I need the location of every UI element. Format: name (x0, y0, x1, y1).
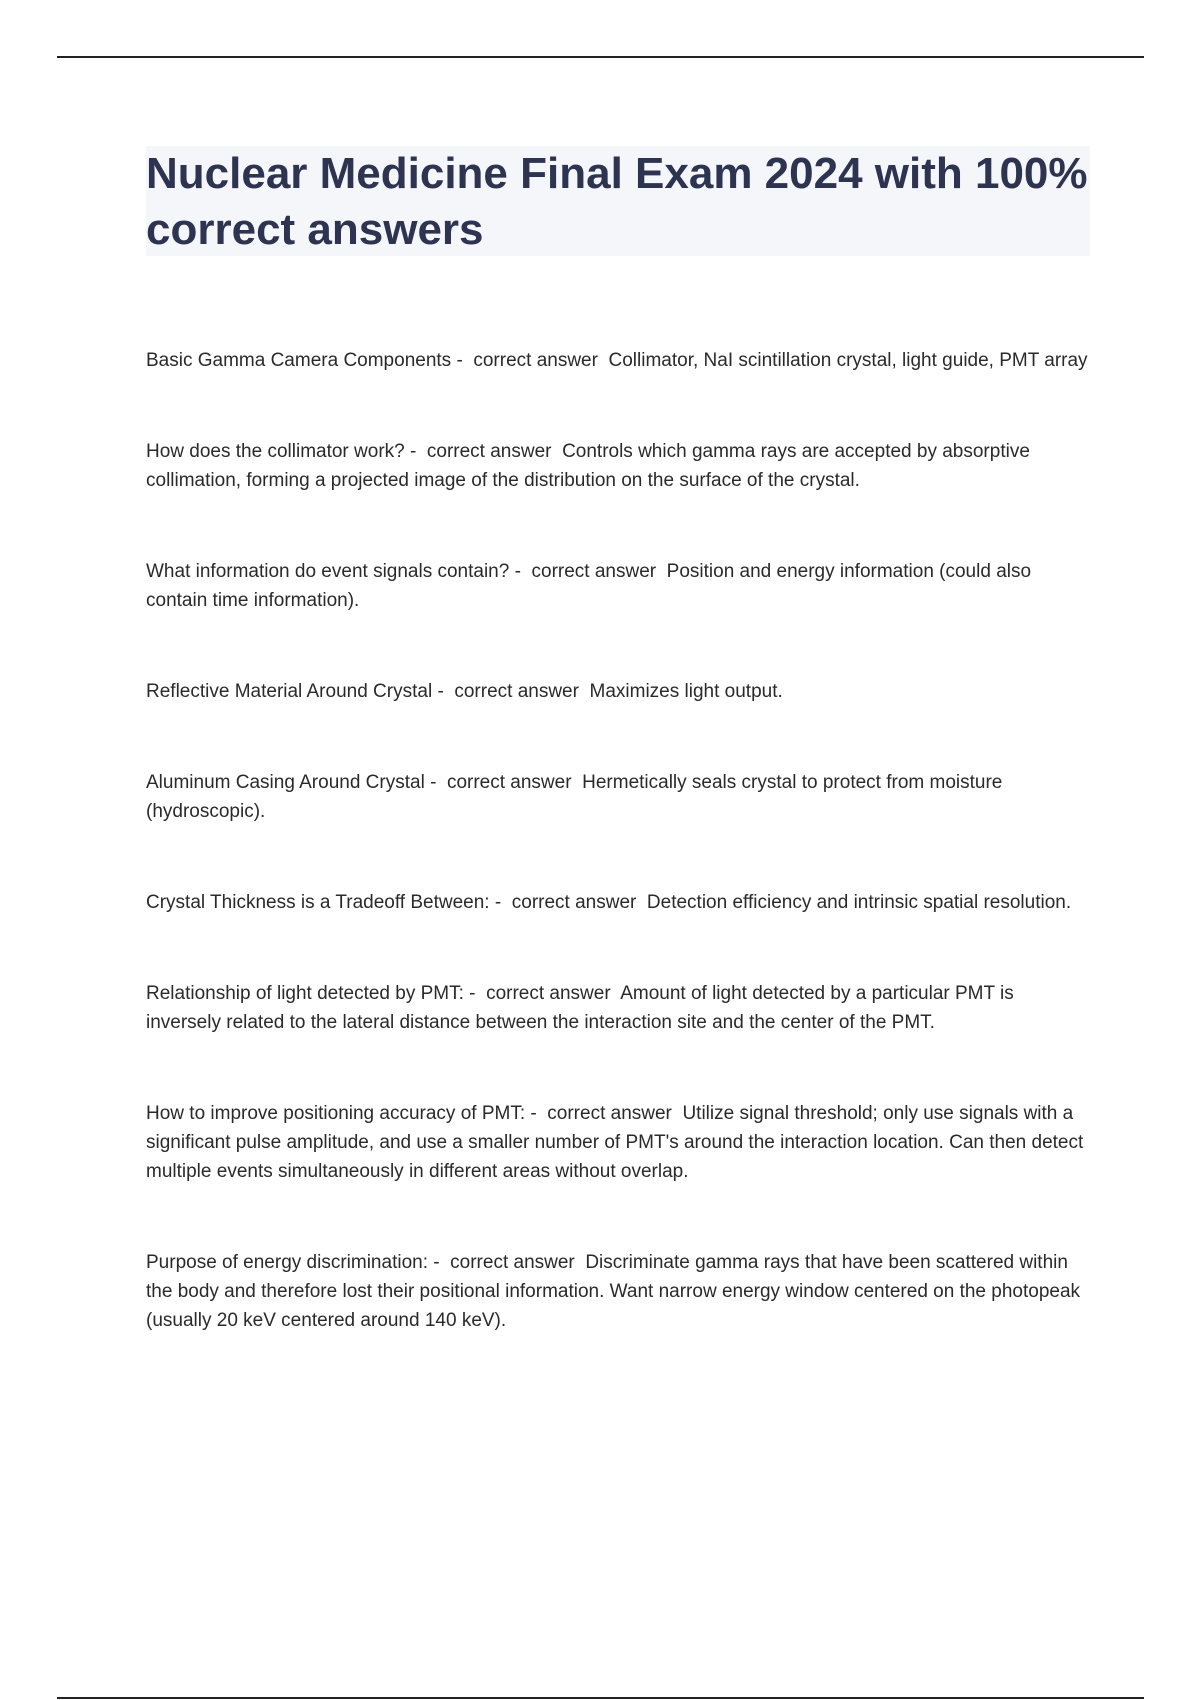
qa-item (146, 888, 1090, 917)
answer-marker: correct answer (446, 772, 572, 793)
title-block (146, 146, 1090, 256)
qa-item (146, 677, 1090, 706)
question-text: Purpose of energy discrimination: - (146, 1252, 440, 1273)
answer-text: Hermetically seals crystal to protect from moisture (hydroscopic). (146, 772, 1003, 822)
bottom-rule (57, 1697, 1144, 1699)
answer-marker: correct answer (547, 1103, 672, 1124)
answer-marker: correct answer (450, 1252, 575, 1273)
qa-item (146, 768, 1090, 826)
top-rule (57, 56, 1144, 58)
question-text: Reflective Material Around Crystal - (146, 681, 444, 702)
question-text: Aluminum Casing Around Crystal - (146, 772, 437, 793)
answer-marker: correct answer (531, 561, 657, 582)
qa-item (146, 557, 1090, 615)
qa-item (146, 346, 1090, 375)
answer-marker: correct answer (473, 350, 598, 371)
question-text: What information do event signals contain? - (146, 561, 521, 582)
answer-text: Utilize signal threshold; only use signals with a significant pulse amplitude, and use a smaller number of PMT's around the interaction location. Can then detect multiple events simultaneously in different areas without overlap. (146, 1103, 1084, 1182)
question-text: Crystal Thickness is a Tradeoff Between: - (146, 892, 502, 913)
answer-text: Discriminate gamma rays that have been scattered within the body and therefore lost their positional information. Want narrow energy window centered on the photopeak (usually 20 keV centered around 140 keV). (146, 1252, 1081, 1331)
question-text: Basic Gamma Camera Components - (146, 350, 463, 371)
answer-text: Amount of light detected by a particular PMT is inversely related to the lateral distance between the interaction site and the center of the PMT. (146, 983, 1014, 1033)
answer-marker: correct answer (511, 892, 637, 913)
question-text: How does the collimator work? - (146, 441, 417, 462)
page-title: Nuclear Medicine Final Exam 2024 with 100% correct answers (146, 149, 1088, 254)
answer-text: Position and energy information (could also contain time information). (146, 561, 1032, 611)
question-text: Relationship of light detected by PMT: - (146, 983, 476, 1004)
answer-text: Collimator, NaI scintillation crystal, light guide, PMT array (608, 350, 1088, 371)
answer-marker: correct answer (454, 681, 579, 702)
question-text: How to improve positioning accuracy of PMT: - (146, 1103, 537, 1124)
answer-text: Controls which gamma rays are accepted by absorptive collimation, forming a projected image of the distribution on the surface of the crystal. (146, 441, 1030, 491)
qa-item (146, 437, 1090, 495)
answer-marker: correct answer (426, 441, 552, 462)
qa-item (146, 979, 1090, 1037)
qa-item (146, 1248, 1090, 1335)
answer-text: Detection efficiency and intrinsic spatial resolution. (646, 892, 1072, 913)
answer-marker: correct answer (486, 983, 611, 1004)
qa-list (146, 346, 1090, 1335)
answer-text: Maximizes light output. (589, 681, 783, 702)
qa-item (146, 1099, 1090, 1186)
